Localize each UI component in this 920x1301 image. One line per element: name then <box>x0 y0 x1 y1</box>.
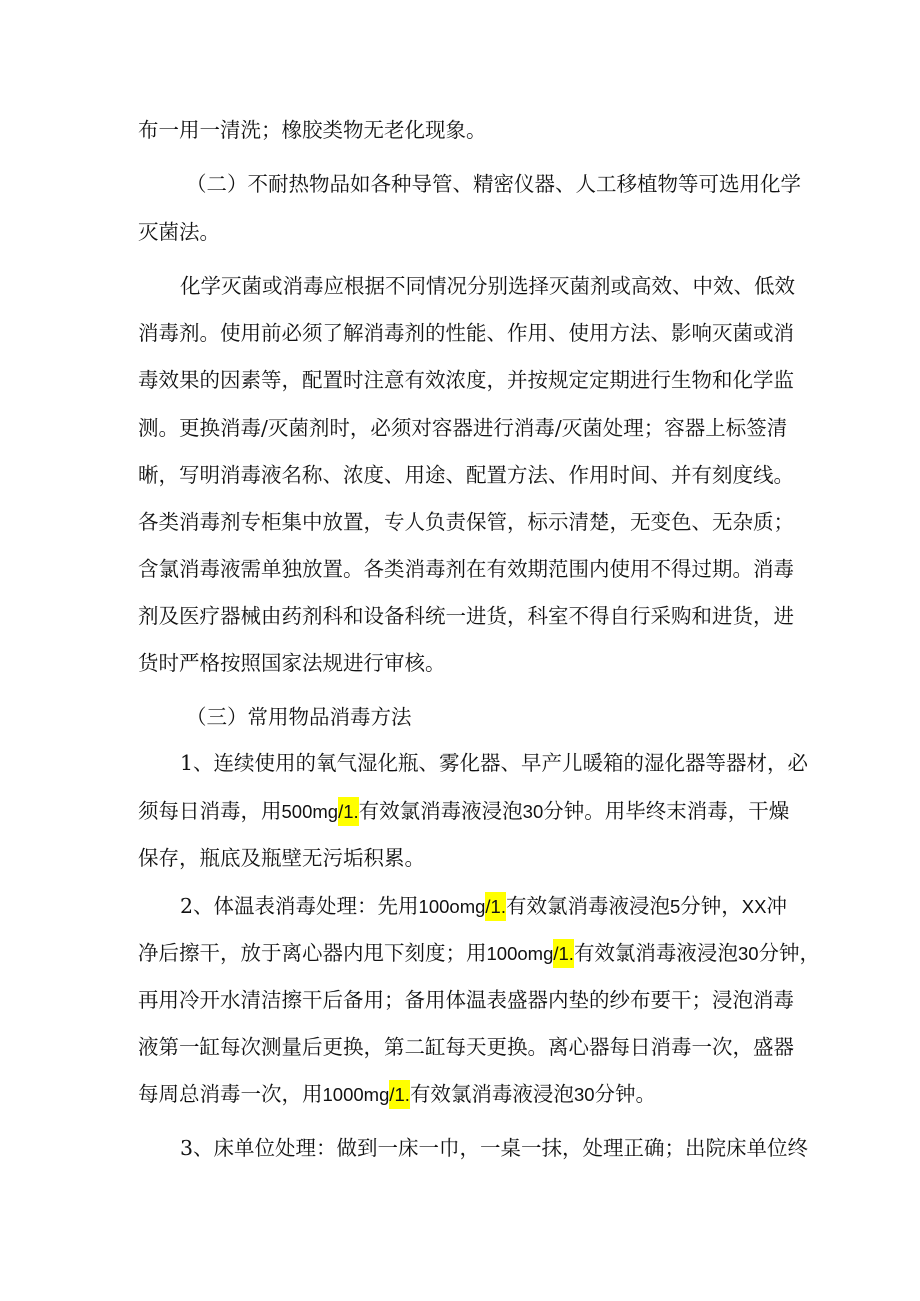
text-line <box>138 838 425 878</box>
text-segment: 分钟， <box>758 941 821 965</box>
text-segment: 液第一缸每次测量后更换，第二缸每天更换。离心器每日消毒一次，盛器 <box>138 1035 794 1059</box>
text-segment: 灭菌法。 <box>138 220 220 244</box>
list-item-2-line <box>180 886 787 926</box>
text-segment: 分钟， <box>680 894 742 918</box>
text-segment: 有效氯消毒液浸泡 <box>573 941 738 965</box>
text-segment: 有效氯消毒液浸泡 <box>358 799 523 823</box>
text-line <box>138 455 794 495</box>
text-segment: 1000mg <box>322 1084 390 1105</box>
text-line <box>138 1074 656 1114</box>
highlighted-text: /1. <box>485 892 506 921</box>
text-segment: 5 <box>669 896 681 917</box>
list-item-3-line <box>180 1128 809 1168</box>
section-heading-3 <box>186 697 412 737</box>
text-segment: 消毒剂。使用前必须了解消毒剂的性能、作用、使用方法、影响灭菌或消 <box>138 321 794 345</box>
text-line <box>138 502 794 542</box>
text-line <box>138 643 446 683</box>
highlighted-text: /1. <box>389 1080 410 1109</box>
text-line <box>138 791 790 831</box>
text-line <box>138 1027 794 1067</box>
text-segment: 有效氯消毒液浸泡 <box>409 1082 574 1106</box>
list-item-1-line <box>180 743 809 783</box>
text-segment: 毒效果的因素等，配置时注意有效浓度，并按规定定期进行生物和化学监 <box>138 368 794 392</box>
text-line <box>138 212 220 252</box>
text-segment: 保存，瓶底及瓶壁无污垢积累。 <box>138 846 425 870</box>
text-segment: 30 <box>522 801 544 822</box>
text-segment: 每周总消毒一次，用 <box>138 1082 323 1106</box>
text-line <box>138 549 794 589</box>
text-line <box>138 933 821 973</box>
text-line <box>138 408 788 448</box>
text-segment: 2、体温表消毒处理：先用 <box>180 894 419 918</box>
text-segment: 布一用一清洗；橡胶类物无老化现象。 <box>138 118 487 142</box>
text-line <box>138 596 794 636</box>
text-segment: 须每日消毒，用 <box>138 799 282 823</box>
text-segment: 100omg <box>418 896 486 917</box>
text-segment: 500mg <box>281 801 339 822</box>
text-segment: 再用冷开水清洁擦干后备用；备用体温表盛器内垫的纱布要干；浸泡消毒 <box>138 988 794 1012</box>
text-segment: 货时严格按照国家法规进行审核。 <box>138 651 446 675</box>
text-segment: 净后擦干，放于离心器内甩下刻度；用 <box>138 941 487 965</box>
text-segment: 30 <box>737 943 759 964</box>
text-line <box>138 360 794 400</box>
text-segment: 分钟。 <box>594 1082 657 1106</box>
text-segment: 有效氯消毒液浸泡 <box>505 894 670 918</box>
paragraph-first-line <box>180 266 795 306</box>
text-segment: 100omg <box>486 943 554 964</box>
text-segment: 分钟。用毕终末消毒，干燥 <box>543 799 790 823</box>
highlighted-text: /1. <box>338 797 359 826</box>
text-segment: 1、连续使用的氧气湿化瓶、雾化器、早产儿暖箱的湿化器等器材，必 <box>180 751 809 775</box>
text-segment: 3、床单位处理：做到一床一巾，一桌一抹，处理正确；出院床单位终 <box>180 1136 809 1160</box>
text-segment: 冲 <box>766 894 787 918</box>
text-segment: （二）不耐热物品如各种导管、精密仪器、人工移植物等可选用化学 <box>186 172 801 196</box>
text-segment: XX <box>741 896 767 917</box>
text-line <box>138 980 794 1020</box>
text-segment: 剂及医疗器械由药剂科和设备科统一进货，科室不得自行采购和进货，进 <box>138 604 794 628</box>
text-segment: 含氯消毒液需单独放置。各类消毒剂在有效期范围内使用不得过期。消毒 <box>138 557 794 581</box>
text-segment: 化学灭菌或消毒应根据不同情况分别选择灭菌剂或高效、中效、低效 <box>180 274 795 298</box>
section-heading-2 <box>186 164 801 204</box>
text-segment: 30 <box>573 1084 595 1105</box>
text-segment: （三）常用物品消毒方法 <box>186 705 412 729</box>
text-segment: 测。更换消毒/灭菌剂时，必须对容器进行消毒/灭菌处理；容器上标签清 <box>138 416 788 440</box>
text-line <box>138 110 487 150</box>
text-line <box>138 313 794 353</box>
highlighted-text: /1. <box>553 939 574 968</box>
text-segment: 各类消毒剂专柜集中放置，专人负责保管，标示清楚，无变色、无杂质； <box>138 510 794 534</box>
text-segment: 晰，写明消毒液名称、浓度、用途、配置方法、作用时间、并有刻度线。 <box>138 463 794 487</box>
